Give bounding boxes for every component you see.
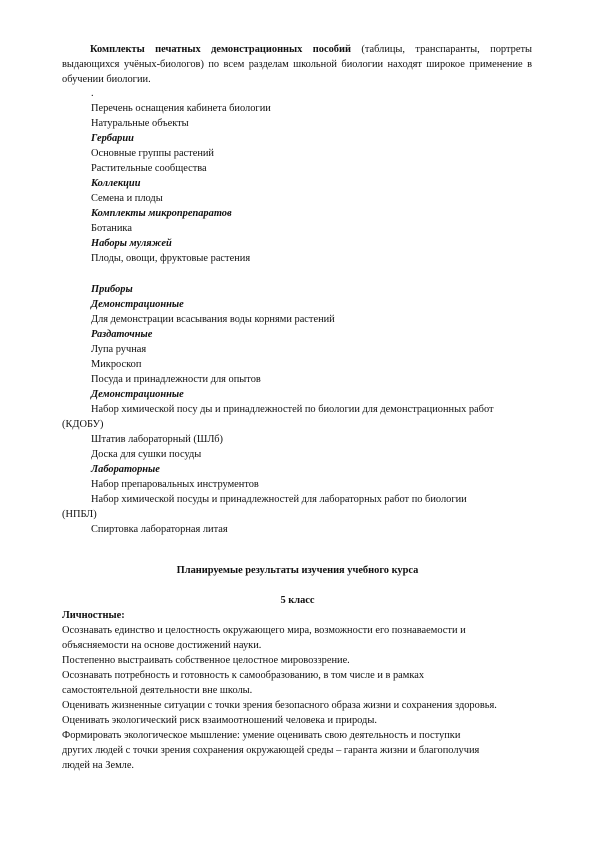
results-line: Осознавать потребность и готовность к самообразованию, в том числе и в рамках — [62, 670, 425, 681]
results-line: Формировать экологическое мышление: умение оценивать свою деятельность и поступки — [62, 730, 461, 741]
results-line: Оценивать жизненные ситуации с точки зрения безопасного образа жизни и сохранения здоровья. — [62, 700, 497, 711]
list-line: Натуральные объекты — [91, 118, 189, 129]
list-line: Лупа ручная — [91, 344, 147, 355]
list-line: Посуда и принадлежности для опытов — [91, 374, 261, 385]
list-line: Спиртовка лабораторная литая — [91, 524, 228, 535]
section-heading: Лабораторные — [91, 464, 160, 475]
list-line: Семена и плоды — [91, 193, 163, 204]
intro-paragraph — [62, 43, 532, 87]
list-line: Набор химической посу ды и принадлежностей по биологии для демонстрационных работ — [91, 404, 494, 415]
results-line: самостоятельной деятельности вне школы. — [62, 685, 253, 696]
intro-rest: (таблицы, транспаранты, портреты выдающихся учёных-биологов) по всем разделам школьной биологии находят широкое применение в обучении биологии. — [62, 44, 532, 85]
results-title: Планируемые результаты изучения учебного курса — [176, 565, 419, 576]
list-line: Перечень оснащения кабинета биологии — [91, 103, 271, 114]
list-line: Ботаника — [91, 223, 132, 234]
grade-heading: 5 класс — [280, 595, 315, 606]
section-heading: Гербарии — [91, 133, 134, 144]
list-line: Основные группы растений — [91, 148, 214, 159]
results-line: других людей с точки зрения сохранения окружающей среды – гаранта жизни и благополучия — [62, 745, 480, 756]
section-heading: Приборы — [91, 284, 133, 295]
section-heading: Комплекты микропрепаратов — [91, 208, 232, 219]
section-heading: Раздаточные — [91, 329, 153, 340]
results-line: Постепенно выстраивать собственное целостное мировоззрение. — [62, 655, 350, 666]
list-line: (КДОБУ) — [62, 419, 104, 430]
list-line: Штатив лабораторный (ШЛб) — [91, 434, 224, 445]
intro-bold: Комплекты печатных демонстрационных пособий — [90, 44, 351, 55]
dot-marker: . — [91, 88, 94, 99]
results-line: Оценивать экологический риск взаимоотношений человека и природы. — [62, 715, 377, 726]
section-heading: Демонстрационные — [91, 389, 184, 400]
list-line: Микроскоп — [91, 359, 142, 370]
list-line: Набор препаровальных инструментов — [91, 479, 259, 490]
section-heading: Демонстрационные — [91, 299, 184, 310]
list-line: Для демонстрации всасывания воды корнями растений — [91, 314, 335, 325]
list-line: (НПБЛ) — [62, 509, 97, 520]
section-heading: Коллекции — [91, 178, 141, 189]
results-line: объясняемости на основе достижений науки. — [62, 640, 262, 651]
list-line: Плоды, овощи, фруктовые растения — [91, 253, 251, 264]
personal-heading: Личностные: — [62, 610, 125, 621]
results-line: людей на Земле. — [62, 760, 135, 771]
list-line: Набор химической посуды и принадлежностей для лабораторных работ по биологии — [91, 494, 467, 505]
results-line: Осознавать единство и целостность окружающего мира, возможности его познаваемости и — [62, 625, 466, 636]
list-line: Растительные сообщества — [91, 163, 207, 174]
section-heading: Наборы муляжей — [91, 238, 172, 249]
list-line: Доска для сушки посуды — [91, 449, 202, 460]
